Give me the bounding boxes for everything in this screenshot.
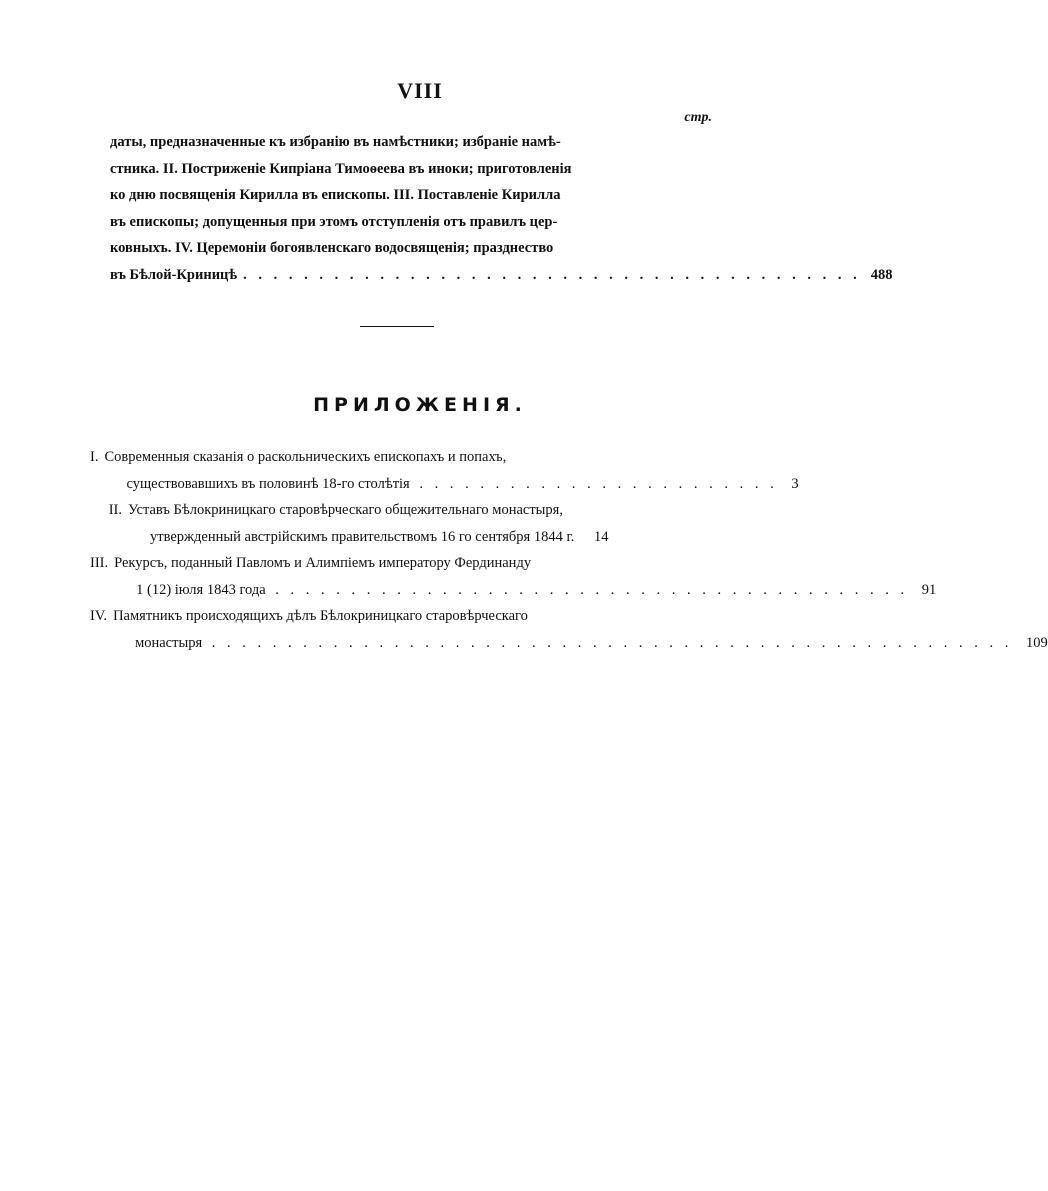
contents-last-line — [110, 262, 893, 289]
appendix-title-line: Памятникъ происходящихъ дѣлъ Бѣлокриницкаго старовѣрческаго — [113, 608, 528, 624]
contents-line: въ епископы; допущенныя при этомъ отступленія отъ правилъ цер- — [110, 213, 558, 230]
appendix-number: I. — [90, 449, 99, 465]
page-reference: 14 — [594, 528, 609, 545]
page-column-label: стр. — [684, 110, 712, 125]
appendix-last-line — [113, 630, 1048, 657]
dot-leader: . . . . . . . . . . . . . . . . . . . . . . . . . . . . . . . . . . . . . . . . . . . . . . . . . . . . . — [211, 634, 1013, 651]
appendix-title-line: утвержденный австрійскимъ правительствомъ 16 го сентября 1844 г. — [150, 528, 575, 545]
appendix-title-line: монастыря — [135, 634, 203, 651]
appendix-entry — [90, 497, 690, 550]
dot-leader: . . . . . . . . . . . . . . . . . . . . . . . . . . . . . . . . . . . . . . . . . — [243, 266, 861, 283]
appendix-title-line: Современныя сказанія о раскольническихъ епископахъ и попахъ, — [104, 449, 507, 465]
page-reference: 91 — [921, 581, 937, 598]
contents-line: стника. II. Постриженіе Кипріана Тимоѳеева въ иноки; приготовленія — [110, 160, 572, 177]
appendix-title-line: Уставъ Бѣлокриницкаго старовѣрческаго общежительнаго монастыря, — [128, 502, 563, 518]
dot-leader: . . . . . . . . . . . . . . . . . . . . . . . . — [419, 475, 778, 492]
contents-line: въ Бѣлой-Криницѣ — [110, 266, 238, 283]
contents-line: ко дню посвященія Кирилла въ епископы. III. Поставленіе Кирилла — [110, 187, 561, 203]
appendix-number: IV. — [90, 608, 108, 624]
appendix-title-line: 1 (12) іюля 1843 года — [136, 581, 266, 598]
appendix-entry — [90, 444, 799, 497]
dot-leader — [578, 529, 590, 545]
contents-line: ковныхъ. IV. Церемоніи богоявленскаго водосвященія; празднество — [110, 240, 554, 256]
contents-line: даты, предназначенные къ избранію въ намѣстники; избраніе намѣ- — [110, 134, 561, 150]
page-number: VIII — [397, 78, 443, 103]
appendices-list — [90, 444, 1048, 656]
continued-contents-entry — [110, 129, 893, 288]
page-reference: 3 — [791, 475, 799, 492]
appendix-last-line — [128, 524, 690, 551]
appendix-title-line: Рекурсъ, поданный Павломъ и Алимпіемъ императору Фердинанду — [114, 555, 532, 571]
appendix-number: III. — [90, 555, 109, 571]
page-reference: 109 — [1026, 634, 1048, 651]
appendix-title-line: существовавшихъ въ половинѣ 18-го столѣтія — [126, 475, 410, 492]
appendix-last-line — [114, 577, 936, 604]
appendix-entry — [90, 603, 1048, 656]
dot-leader: . . . . . . . . . . . . . . . . . . . . . . . . . . . . . . . . . . . . . . . . . . — [275, 581, 909, 598]
appendix-entry — [90, 550, 937, 603]
appendices-heading: ПРИЛОЖЕНІЯ. — [313, 394, 527, 416]
appendix-last-line — [104, 471, 798, 498]
appendix-number: II. — [108, 502, 122, 518]
section-divider — [360, 326, 434, 327]
page-reference: 488 — [870, 266, 893, 283]
